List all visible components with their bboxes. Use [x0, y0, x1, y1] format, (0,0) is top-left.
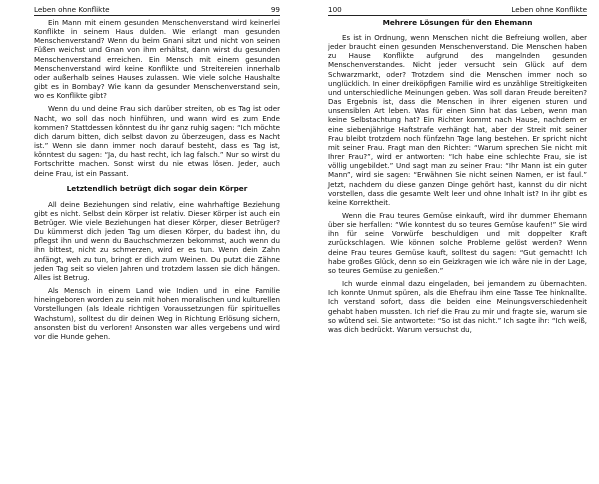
right-paragraph: Wenn die Frau teures Gemüse einkauft, wird ihr dummer Ehemann über sie herfallen: “Wie konntest du so teures Gemüse kaufen!” Sie wird ihn für seine Vorwürfe beschuldigen und mit doppelter Kraft zurückschlagen. Wie können solche Probleme gelöst werden? Wenn deine Frau teures Gemüse kauft, solltest du sagen: “Gut gemacht! Ich habe großes Glück, denn so ein Geizkragen wie ich wäre nie in der Lage, so teures Gemüse zu genießen.”	[328, 210, 587, 275]
right-section-heading: Mehrere Lösungen für den Ehemann	[382, 18, 533, 27]
left-header-title: Leben ohne Konflikte	[34, 5, 110, 14]
left-page	[0, 0, 290, 484]
right-running-head	[328, 5, 587, 16]
left-paragraph: Als Mensch in einem Land wie Indien und in eine Familie hineingeboren worden zu sein mit hohen moralischen und kulturellen Vorstellungen (als Ideale richtigen Voraussetzungen für spirituelles Wachstum), solltest du dir deinen Weg in Richtung Erlösung sichern, ansonsten bist du verloren! Ansonsten war alles vergebens und wird vor die Hunde gehen.	[34, 286, 280, 341]
left-page-number: 99	[270, 5, 280, 14]
left-running-head	[34, 5, 280, 16]
right-page-number: 100	[328, 5, 342, 14]
right-page	[290, 0, 599, 484]
left-section-heading: Letztendlich betrügt dich sogar dein Körper	[66, 183, 248, 193]
left-paragraph: Wenn du und deine Frau sich darüber streiten, ob es Tag ist oder Nacht, wo soll das noch hinführen, und wann wird es zum Ende kommen? Stattdessen könntest du ihr ganz ruhig sagen: “Ich möchte dich darum bitten, dich selbst davon zu überzeugen, dass es Nacht ist.” Wenn sie dann immer noch darauf besteht, dass es Tag ist, könntest du sagen: “Ja, du hast recht, ich lag falsch.” Nur so wirst du Fortschritte machen. Sonst wirst du nie etwas lösen. Jeder, auch deine Frau, ist ein Passant.	[34, 104, 280, 178]
left-paragraph: Ein Mann mit einem gesunden Menschenverstand wird keinerlei Konflikte in seinem Haus dulden. Wie erlangt man gesunden Menschenverstand? Wenn du beim Gnani sitzt und nicht von seinen Füßen weichst und Gnan von ihm erhältst, dann wirst du gesunden Menschenverstand erreichen. Ein Mensch mit einem gesunden Menschenverstand wird keine Konflikte und Streitereien innerhalb oder außerhalb seines Hauses zulassen. Wie viele solche Haushalte gibt es in Bombay? Wie kann da gesunder Menschenverstand sein, wo es Konflikte gibt?	[34, 18, 280, 101]
right-header-title: Leben ohne Konflikte	[511, 5, 587, 14]
right-paragraph: Ich wurde einmal dazu eingeladen, bei jemandem zu übernachten. Ich konnte Unmut spüren, als die Ehefrau ihm eine Tasse Tee hinknallte. Ich verstand sofort, dass die beiden eine Meinungsverschiedenheit gehabt haben mussten. Ich rief die Frau zu mir und fragte sie, warum sie so wütend sei. Sie antwortete: “So ist das nicht.” Ich sagte ihr: “Ich weiß, was dich bedrückt. Warum versuchst du,	[328, 279, 587, 334]
left-paragraph: All deine Beziehungen sind relativ, eine wahrhaftige Beziehung gibt es nicht. Selbst dein Körper ist relativ. Dieser Körper ist auch ein Betrüger. Wie viele Beziehungen hat dieser Körper, dieser Betrüger? Du kümmerst dich jeden Tag um diesen Körper, du badest ihn, du pflegst ihn und wenn du Bauchschmerzen bekommst, auch wenn du ihn bittest, nicht zu schmerzen, wird er es tun. Wenn dein Zahn anfängt, weh zu tun, bringt er dich zum Weinen. Du putzt die Zähne jeden Tag seit so vielen Jahren und trotzdem lassen sie dich hängen. Alles ist Betrug.	[34, 199, 280, 282]
right-paragraph: Es ist in Ordnung, wenn Menschen nicht die Befreiung wollen, aber jeder braucht einen gesunden Menschenverstand. Die Menschen haben zu Hause Konflikte aufgrund des mangelnden gesunden Menschenverstandes. Nicht jeder versucht sein Glück auf dem Schwarzmarkt, oder? Trotzdem sind die Menschen immer noch so unglücklich. In einer dreiköpfigen Familie wird es unzählige Streitigkeiten und unterschiedliche Meinungen geben. Was soll daran Freude bereiten? Das Ergebnis ist, dass die Menschen in ihrer eigenen sturen und unsensiblen Art leben. Was für einen Sinn hat das Leben, wenn man keine Selbstachtung hat? Ein Richter kommt nach Hause, nachdem er eine siebenjährige Haftstrafe verhängt hat, aber der Streit mit seiner Frau bleibt trotzdem noch fünfzehn Tage lang bestehen. Er spricht nicht mit seiner Frau. Fragt man den Richter: “Warum sprechen Sie nicht mit Ihrer Frau?”, wird er antworten: “Ich habe eine schlechte Frau, sie ist völlig ungebildet.” Und sagt man zu seiner Frau: “Ihr Mann ist ein guter Mann”, wird sie sagen: “Erwähnen Sie nicht seinen Namen, er ist faul.” Jetzt, nachdem du diese ganzen Dinge gehört hast, kannst du dir nicht vorstellen, dass die gesamte Welt leer und ohne Inhalt ist? In ihr gibt es keine Korrektheit.	[328, 33, 587, 207]
